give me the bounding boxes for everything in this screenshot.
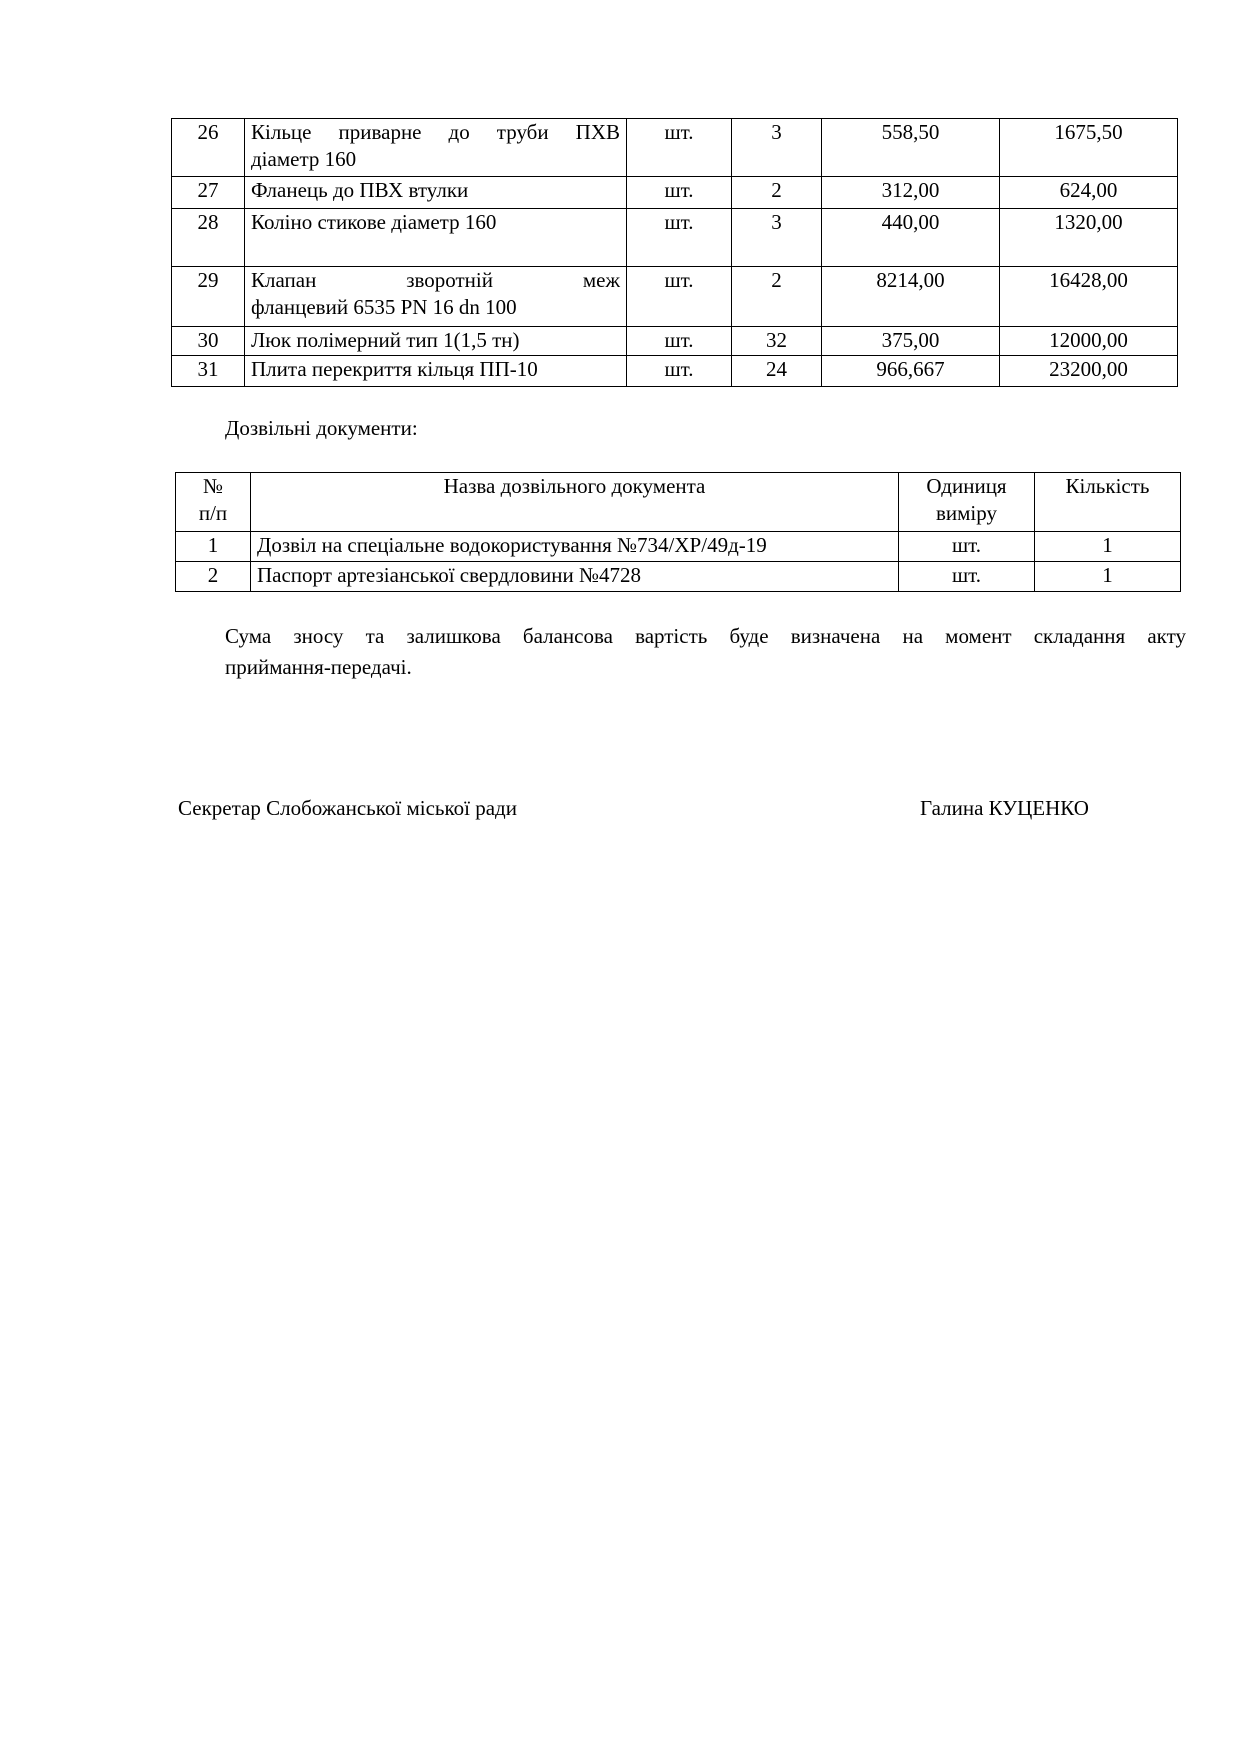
row-name: Коліно стикове діаметр 160 (245, 209, 627, 267)
row-no: 26 (172, 119, 245, 177)
row-unit: шт. (627, 119, 732, 177)
permits-table (175, 472, 1181, 592)
row-qty: 2 (732, 177, 822, 209)
permits-heading: Дозвільні документи: (225, 416, 418, 440)
row-price: 966,667 (822, 356, 1000, 387)
row-name: Люк полімерний тип 1(1,5 тн) (245, 327, 627, 356)
row-no: 1 (176, 532, 251, 562)
row-unit: шт. (627, 209, 732, 267)
table-row (172, 327, 1178, 356)
table-row (172, 267, 1178, 327)
row-qty: 32 (732, 327, 822, 356)
items-table (171, 118, 1178, 387)
table-header-row (176, 473, 1181, 532)
row-sum: 12000,00 (1000, 327, 1178, 356)
row-qty: 3 (732, 209, 822, 267)
row-name: Паспорт артезіанської свердловини №4728 (251, 562, 899, 592)
row-qty: 1 (1035, 532, 1181, 562)
row-name: Плита перекриття кільця ПП-10 (245, 356, 627, 387)
row-qty: 3 (732, 119, 822, 177)
table-row (172, 356, 1178, 387)
row-sum: 624,00 (1000, 177, 1178, 209)
row-no: 31 (172, 356, 245, 387)
row-unit: шт. (627, 267, 732, 327)
row-qty: 24 (732, 356, 822, 387)
row-unit: шт. (627, 177, 732, 209)
table-row (172, 119, 1178, 177)
header-unit: Одиниця виміру (899, 473, 1035, 532)
row-no: 29 (172, 267, 245, 327)
row-price: 558,50 (822, 119, 1000, 177)
header-name: Назва дозвільного документа (251, 473, 899, 532)
header-no: № п/п (176, 473, 251, 532)
row-name: Кільце приварне до труби ПХВ діаметр 160 (245, 119, 627, 177)
signature-name: Галина КУЦЕНКО (920, 796, 1089, 820)
row-no: 28 (172, 209, 245, 267)
header-qty: Кількість (1035, 473, 1181, 532)
row-name: Дозвіл на спеціальне водокористування №734/ХР/49д-19 (251, 532, 899, 562)
row-unit: шт. (899, 532, 1035, 562)
signature-position: Секретар Слобожанської міської ради (178, 796, 517, 820)
row-unit: шт. (899, 562, 1035, 592)
table-row (176, 562, 1181, 592)
table-row (172, 209, 1178, 267)
row-price: 440,00 (822, 209, 1000, 267)
row-sum: 16428,00 (1000, 267, 1178, 327)
row-price: 312,00 (822, 177, 1000, 209)
row-price: 375,00 (822, 327, 1000, 356)
table-row (172, 177, 1178, 209)
row-no: 27 (172, 177, 245, 209)
row-qty: 2 (732, 267, 822, 327)
row-unit: шт. (627, 356, 732, 387)
row-no: 2 (176, 562, 251, 592)
note-line-2: приймання-передачі. (225, 655, 412, 679)
row-sum: 1675,50 (1000, 119, 1178, 177)
row-sum: 23200,00 (1000, 356, 1178, 387)
note-line-1: Сума зносу та залишкова балансова вартість буде визначена на момент складання акту (225, 624, 1186, 648)
table-row (176, 532, 1181, 562)
row-sum: 1320,00 (1000, 209, 1178, 267)
row-price: 8214,00 (822, 267, 1000, 327)
row-qty: 1 (1035, 562, 1181, 592)
row-no: 30 (172, 327, 245, 356)
row-name: Клапан зворотній меж фланцевий 6535 PN 16 dn 100 (245, 267, 627, 327)
row-unit: шт. (627, 327, 732, 356)
row-name: Фланець до ПВХ втулки (245, 177, 627, 209)
